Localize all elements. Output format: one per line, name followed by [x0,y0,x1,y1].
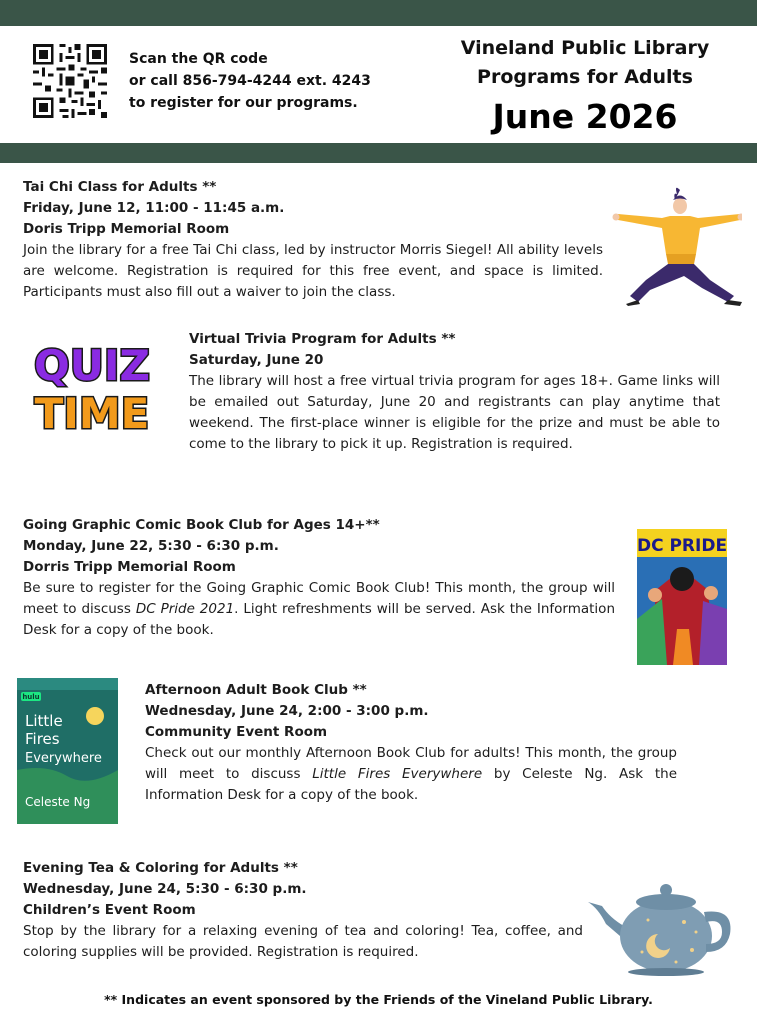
quiz-word: QUIZ [34,341,150,390]
top-band [0,0,757,26]
event-afternoon-book-club [145,680,677,806]
event-date: Saturday, June 20 [189,352,324,368]
book-title: DC Pride 2021 [135,601,235,617]
event-date: Friday, June 12, 11:00 - 11:45 a.m. [23,200,285,216]
quiz-time-graphic [22,336,162,434]
title-line-2: Programs for Adults [477,66,693,88]
event-location: Dorris Tripp Memorial Room [23,559,236,575]
event-title: Virtual Trivia Program for Adults ** [189,331,456,347]
month-heading: June 2026 [492,97,678,136]
event-date: Monday, June 22, 5:30 - 6:30 p.m. [23,538,279,554]
event-location: Community Event Room [145,724,328,740]
registration-instructions [129,48,389,114]
qr-code-icon[interactable] [33,44,107,118]
event-location: Children’s Event Room [23,902,196,918]
event-title: Afternoon Adult Book Club ** [145,682,367,698]
little-fires-everywhere-cover-image [17,678,118,824]
event-date: Wednesday, June 24, 2:00 - 3:00 p.m. [145,703,429,719]
event-comic-book-club [23,515,615,641]
dc-cover-title: DC PRIDE [637,536,727,556]
event-virtual-trivia [189,329,720,455]
book-cover-author: Celeste Ng [25,795,91,809]
book-cover-title-1: Little [25,712,63,730]
title-line-1: Vineland Public Library [460,37,710,59]
event-description [145,743,677,806]
event-tai-chi [23,177,603,303]
scan-line-2: or call 856-794-4244 ext. 4243 [129,73,371,89]
event-date: Wednesday, June 24, 5:30 - 6:30 p.m. [23,881,307,897]
book-cover-title-2: Fires [25,730,60,748]
tai-chi-figure-illustration [610,184,742,306]
event-description: Join the library for a free Tai Chi class, led by instructor Morris Siegel! All ability levels are welcome. Registration is required for this free event, and space is limited. Participants must also fill out a waiver to join the class. [23,242,603,300]
scan-line-3: to register for our programs. [129,95,358,111]
event-tea-coloring [23,858,583,963]
book-title: Little Fires Everywhere [312,766,483,782]
event-location: Doris Tripp Memorial Room [23,221,230,237]
desc-text: Be sure to register for the Going Graphic Comic Book Club! This month, the group will meet to discuss [23,580,615,617]
event-title: Evening Tea & Coloring for Adults ** [23,860,298,876]
header-divider-band [0,143,757,163]
desc-text: Check out our monthly Afternoon Book Club for adults! This month, the group will meet to discuss [145,745,677,782]
scan-line-1: Scan the QR code [129,51,268,67]
sponsor-footnote: ** Indicates an event sponsored by the Friends of the Vineland Public Library. [104,992,653,1007]
time-word: TIME [34,389,150,434]
event-title: Tai Chi Class for Adults ** [23,179,217,195]
event-description: Stop by the library for a relaxing evening of tea and coloring! Tea, coffee, and coloring supplies will be provided. Registration is required. [23,923,583,960]
book-cover-title-3: Everywhere [25,751,102,766]
desc-text: by Celeste Ng. Ask the Information Desk for a copy of the book. [145,766,678,803]
teapot-illustration [584,872,736,976]
page-title [420,34,750,140]
event-description: The library will host a free virtual trivia program for ages 18+. Game links will be emailed out Saturday, June 20 and registrants can play anytime that weekend. The first-place winner is eligible for the prize and must be able to come to the library to pick it up. Registration is required. [189,373,720,452]
event-title: Going Graphic Comic Book Club for Ages 14+** [23,517,380,533]
hulu-badge: hulu [22,693,40,701]
desc-text: . Light refreshments will be served. Ask the Information Desk for a copy of the book. [23,601,615,638]
dc-pride-cover-image [637,529,727,665]
event-description [23,578,615,641]
